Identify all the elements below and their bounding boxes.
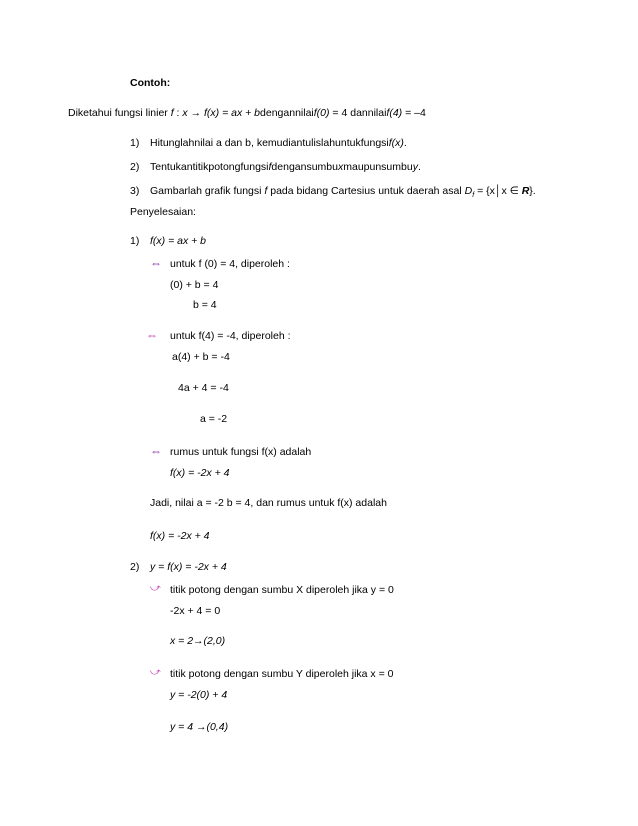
s1-equation: f(x) = ax + b [150,235,207,247]
s2-b-eq2: y = 4 →(0,4) [170,721,229,733]
problem-text-e: = –4 [402,107,426,119]
s1-a-eq1: (0) + b = 4 [170,279,219,291]
s1-number: 1) [130,235,140,247]
task-1-fx: f(x) [388,137,404,149]
s1-c-eq: f(x) = -2x + 4 [170,467,230,479]
task-2-x: x [337,161,344,173]
task-1 [150,136,407,150]
s2-a-eq1: -2x + 4 = 0 [170,605,221,617]
task-3 [150,184,536,203]
s1-jadi: Jadi, nilai a = -2 b = 4, dan rumus untuk f(x) adalah [150,497,387,509]
task-3-number: 3) [130,185,140,197]
problem-f: f [170,107,174,119]
s2-number: 2) [130,561,140,573]
s1-b-eq3: a = -2 [200,413,228,425]
problem-fx: f(x) = ax + b [204,107,261,119]
task-2-f: f [268,161,272,173]
task-2-text: Tentukantitikpotongfungsi [150,161,269,173]
s1-a-line: untuk f (0) = 4, diperoleh : [170,258,290,270]
rotate-arrow-icon: ⤻ [150,667,161,678]
task-3-text2: pada bidang Cartesius untuk daerah asal [267,185,465,197]
problem-f0: f(0) [313,107,330,119]
problem-text-b: : [173,107,183,119]
task-2-end: . [417,161,421,173]
s1-a-eq2: b = 4 [193,299,217,311]
equivalent-icon: ⇔ [146,328,158,342]
s2-a-line: titik potong dengan sumbu X diperoleh jika y = 0 [170,584,394,596]
problem-text-a: Diketahui fungsi linier [68,107,171,119]
s2-equation: y = f(x) = -2x + 4 [150,561,227,573]
heading: Contoh: [130,77,171,89]
s2-b-eq1: y = -2(0) + 4 [170,689,228,701]
rotate-arrow-icon: ⤻ [150,583,161,594]
arrow-icon: → [187,107,204,119]
task-2 [150,160,421,174]
task-3-R: R [521,185,530,197]
problem-text-d: = 4 dannilai [329,107,387,119]
problem-f4: f(4) [386,107,403,119]
equivalent-icon: ⇔ [150,256,162,270]
s2-a-eq2: x = 2→(2,0) [170,635,226,647]
task-2-y: y [412,161,418,173]
s2-b-line: titik potong dengan sumbu Y diperoleh jika x = 0 [170,668,394,680]
s1-final: f(x) = -2x + 4 [150,530,210,542]
task-1-end: . [403,137,407,149]
task-3-D: D [464,185,473,197]
equivalent-icon: ⇔ [150,444,162,458]
task-3-f: f [264,185,268,197]
task-2-text2: dengansumbu [271,161,338,173]
task-3-sub: f [472,192,475,200]
s1-b-eq2: 4a + 4 = -4 [178,382,229,394]
task-2-text3: maupunsumbu [343,161,413,173]
task-3-end: }. [529,185,536,197]
task-3-text: Gambarlah grafik fungsi [150,185,265,197]
task-1-text: Hitunglahnilai a dan b, kemudiantulislahuntukfungsi [150,137,389,149]
penyelesaian-label: Penyelesaian: [130,206,196,218]
s1-b-eq1: a(4) + b = -4 [172,351,230,363]
s1-c-line: rumus untuk fungsi f(x) adalah [170,446,312,458]
s1-b-line: untuk f(4) = -4, diperoleh : [170,330,291,342]
problem-text-c: dengannilai [260,107,314,119]
task-2-number: 2) [130,161,140,173]
problem-statement [68,106,426,120]
problem-x: x [182,107,188,119]
task-1-number: 1) [130,137,140,149]
task-3-text3: = {x│x ∈ [474,185,522,197]
